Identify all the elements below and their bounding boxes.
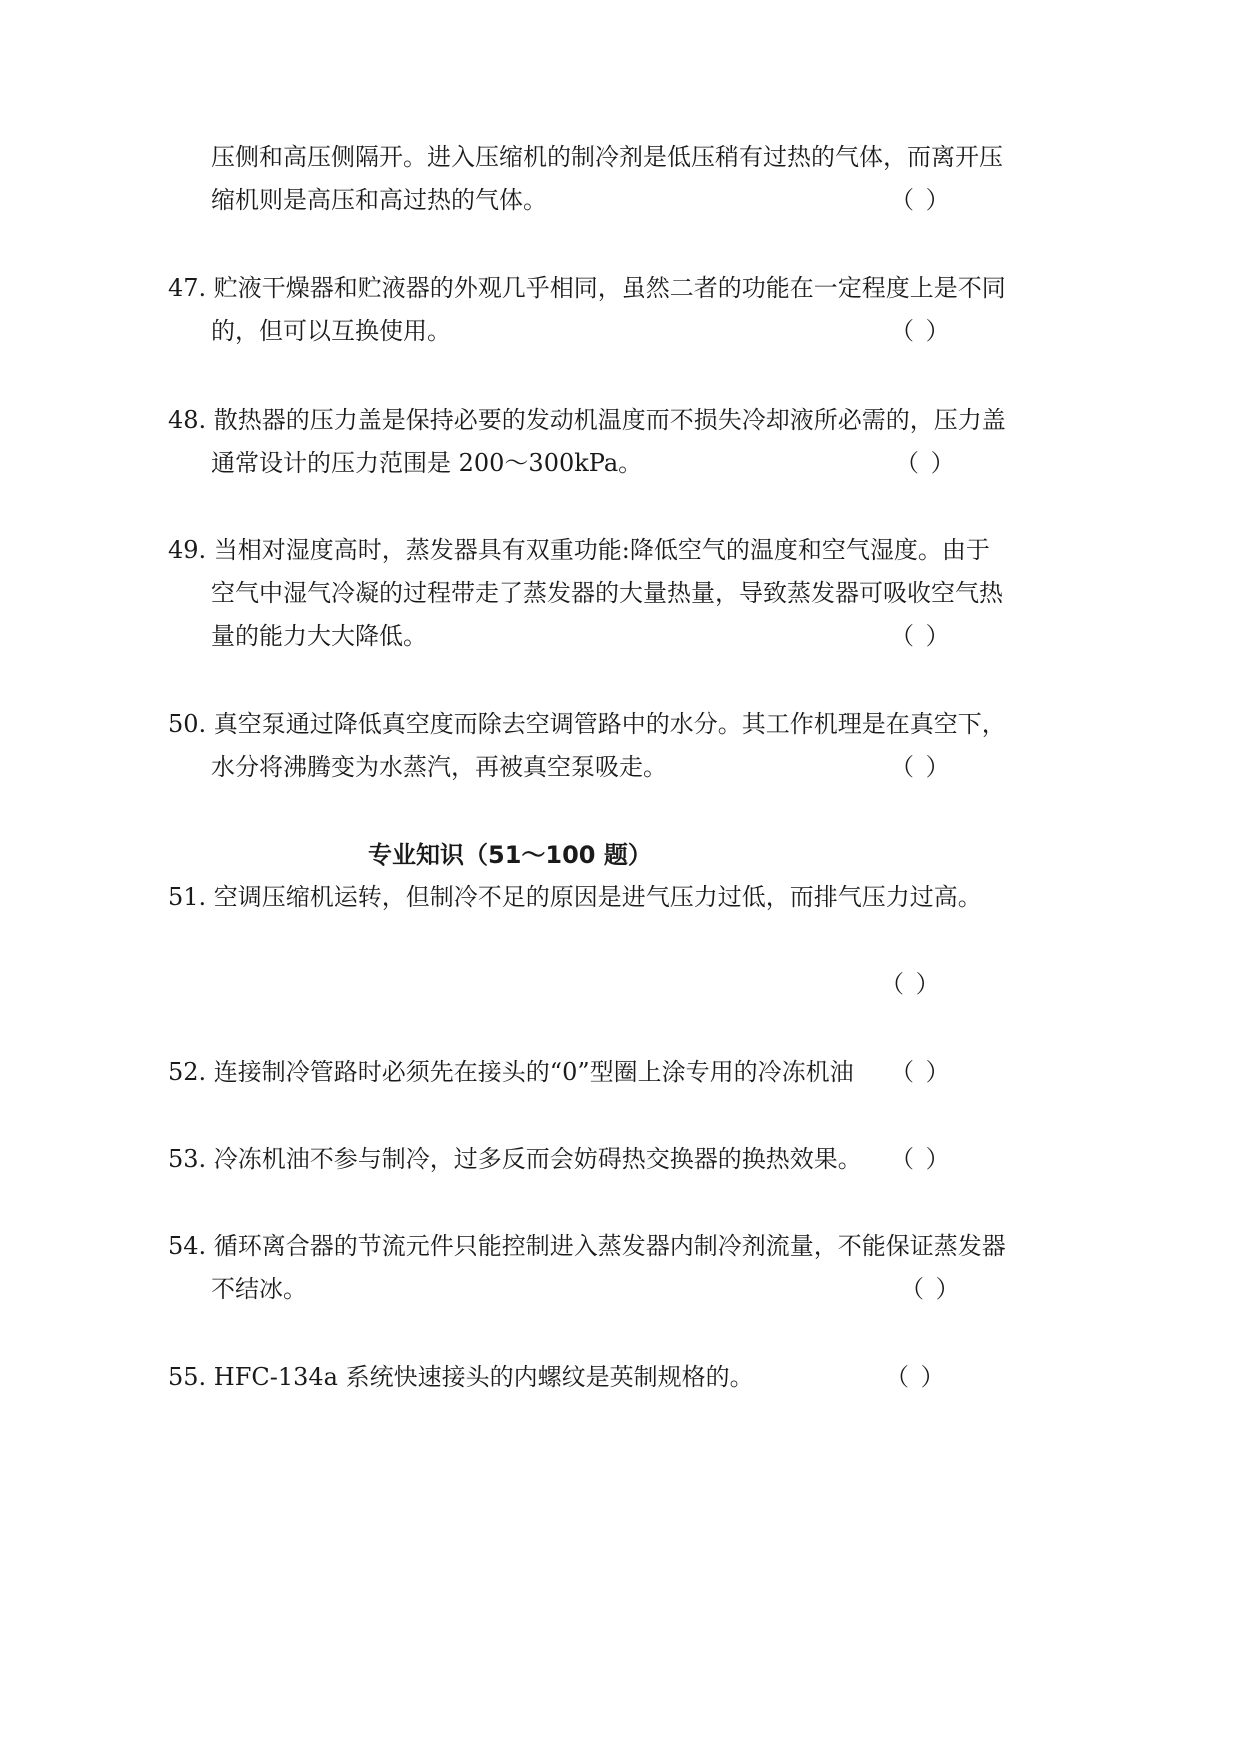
question-55-answer-blank[interactable]: （ ） xyxy=(885,1363,947,1391)
question-46-line-1: 压侧和高压侧隔开。进入压缩机的制冷剂是低压稍有过热的气体，而离开压 xyxy=(211,143,1003,171)
question-48-line-2: 通常设计的压力范围是 200～300kPa。 xyxy=(211,449,643,477)
question-48-line-1: 48. 散热器的压力盖是保持必要的发动机温度而不损失冷却液所必需的，压力盖 xyxy=(168,406,1006,434)
question-47-line-1: 47. 贮液干燥器和贮液器的外观几乎相同，虽然二者的功能在一定程度上是不同 xyxy=(168,274,1006,302)
question-50-line-1: 50. 真空泵通过降低真空度而除去空调管路中的水分。其工作机理是在真空下， xyxy=(168,710,1006,738)
question-52-answer-blank[interactable]: （ ） xyxy=(890,1058,952,1086)
question-50-answer-blank[interactable]: （ ） xyxy=(890,753,952,781)
question-48-answer-blank[interactable]: （ ） xyxy=(895,449,957,477)
question-54-answer-blank[interactable]: （ ） xyxy=(900,1275,962,1303)
question-53-line-1: 53. 冷冻机油不参与制冷，过多反而会妨碍热交换器的换热效果。 xyxy=(168,1145,862,1173)
question-51-answer-blank[interactable]: （ ） xyxy=(880,970,942,998)
question-49-line-1: 49. 当相对湿度高时，蒸发器具有双重功能:降低空气的温度和空气湿度。由于 xyxy=(168,536,990,564)
question-49-line-2: 空气中湿气冷凝的过程带走了蒸发器的大量热量，导致蒸发器可吸收空气热 xyxy=(211,579,1003,607)
question-51-line-1: 51. 空调压缩机运转，但制冷不足的原因是进气压力过低，而排气压力过高。 xyxy=(168,883,982,911)
question-50-line-2: 水分将沸腾变为水蒸汽，再被真空泵吸走。 xyxy=(211,753,667,781)
question-47-answer-blank[interactable]: （ ） xyxy=(890,317,952,345)
question-53-answer-blank[interactable]: （ ） xyxy=(890,1145,952,1173)
question-54-line-2: 不结冰。 xyxy=(211,1275,307,1303)
question-55-line-1: 55. HFC-134a 系统快速接头的内螺纹是英制规格的。 xyxy=(168,1363,754,1391)
section-heading: 专业知识（51～100 题） xyxy=(368,841,652,869)
question-49-answer-blank[interactable]: （ ） xyxy=(890,622,952,650)
question-54-line-1: 54. 循环离合器的节流元件只能控制进入蒸发器内制冷剂流量，不能保证蒸发器 xyxy=(168,1232,1006,1260)
question-46-answer-blank[interactable]: （ ） xyxy=(890,186,952,214)
question-52-line-1: 52. 连接制冷管路时必须先在接头的“0”型圈上涂专用的冷冻机油 xyxy=(168,1058,854,1086)
question-49-line-3: 量的能力大大降低。 xyxy=(211,622,427,650)
question-46-line-2: 缩机则是高压和高过热的气体。 xyxy=(211,186,547,214)
question-47-line-2: 的，但可以互换使用。 xyxy=(211,317,451,345)
